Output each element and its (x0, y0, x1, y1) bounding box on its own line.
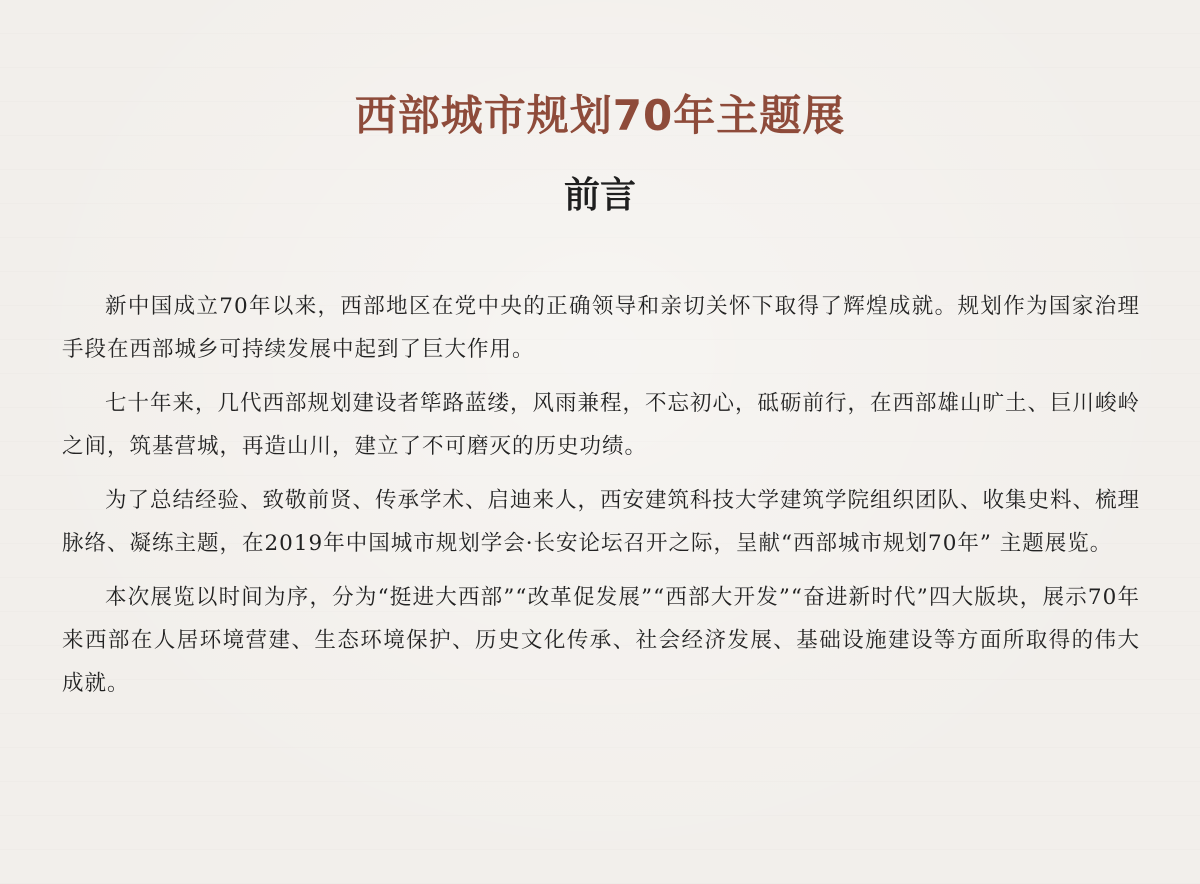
paragraph-1: 新中国成立70年以来，西部地区在党中央的正确领导和亲切关怀下取得了辉煌成就。规划作为国家治理手段在西部城乡可持续发展中起到了巨大作用。 (62, 294, 1140, 362)
preface-heading: 前言 (563, 175, 636, 216)
page-title: 西部城市规划70年主题展 (354, 91, 846, 140)
preface-body (62, 285, 1140, 716)
paragraph-3: 为了总结经验、致敬前贤、传承学术、启迪来人，西安建筑科技大学建筑学院组织团队、收集史料、梳理脉络、凝练主题，在2019年中国城市规划学会·长安论坛召开之际，呈献“西部城市规划70年” 主题展览。 (62, 488, 1141, 556)
paragraph-4: 本次展览以时间为序，分为“挺进大西部”“改革促发展”“西部大开发”“奋进新时代”四大版块，展示70年来西部在人居环境营建、生态环境保护、历史文化传承、社会经济发展、基础设施建设等方面所取得的伟大成就。 (62, 585, 1140, 696)
paragraph-2: 七十年来，几代西部规划建设者筚路蓝缕，风雨兼程，不忘初心，砥砺前行，在西部雄山旷土、巨川峻岭之间，筑基营城，再造山川，建立了不可磨灭的历史功绩。 (62, 391, 1141, 459)
